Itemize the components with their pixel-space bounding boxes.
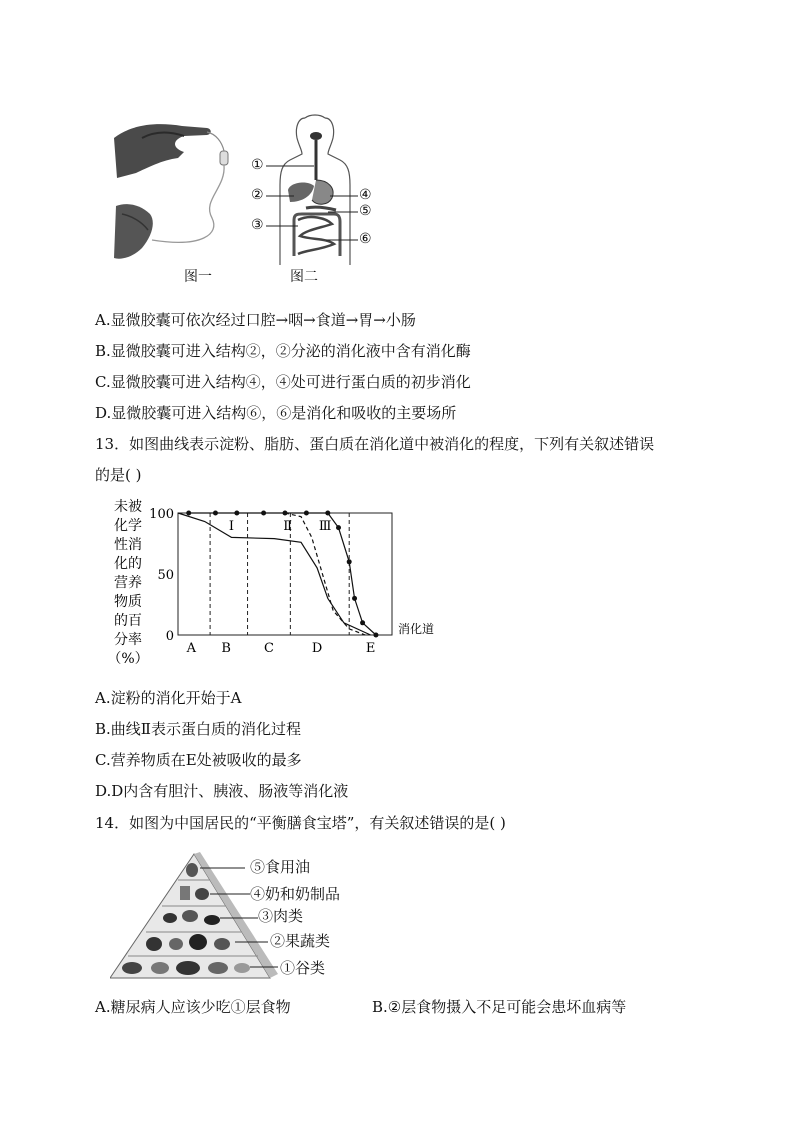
y-axis-label-line: 化学 bbox=[114, 518, 142, 534]
y-tick-label: 50 bbox=[157, 568, 174, 583]
y-axis-label-line: 营养 bbox=[114, 575, 142, 591]
q14-option-b: B.②层食物摄入不足可能会患坏血病等 bbox=[372, 998, 627, 1016]
q13-option-c: C.营养物质在E处被吸收的最多 bbox=[95, 751, 302, 769]
marker-6: ⑥ bbox=[359, 231, 372, 247]
series-point bbox=[360, 620, 365, 625]
series-point bbox=[325, 511, 330, 516]
series-point bbox=[347, 559, 352, 564]
marker-4: ④ bbox=[359, 187, 372, 203]
capsule-hand-figure bbox=[112, 118, 242, 263]
y-axis-label-line: 未被 bbox=[114, 499, 142, 515]
series-line-1 bbox=[178, 513, 371, 635]
y-axis-label-line: 化的 bbox=[114, 556, 142, 572]
y-tick-label: 0 bbox=[165, 629, 174, 644]
series-point bbox=[234, 511, 239, 516]
q12-option-b: B.显微胶囊可进入结构②，②分泌的消化液中含有消化酶 bbox=[95, 342, 471, 360]
x-category-label: D bbox=[311, 641, 323, 656]
q13-stem-line2: 的是( ) bbox=[95, 466, 142, 484]
pyramid-label-1: ①谷类 bbox=[280, 959, 326, 977]
q13-option-b: B.曲线Ⅱ表示蛋白质的消化过程 bbox=[95, 720, 301, 738]
series-point bbox=[261, 511, 266, 516]
region-label: Ⅲ bbox=[318, 519, 332, 535]
y-axis-label-line: 性消 bbox=[114, 537, 142, 553]
q12-option-a: A.显微胶囊可依次经过口腔→咽→食道→胃→小肠 bbox=[95, 311, 416, 329]
series-point bbox=[186, 511, 191, 516]
x-category-label: C bbox=[263, 641, 274, 656]
marker-5: ⑤ bbox=[359, 203, 372, 219]
digestion-chart bbox=[100, 495, 450, 675]
series-point bbox=[352, 596, 357, 601]
marker-3: ③ bbox=[251, 217, 264, 233]
series-point bbox=[283, 511, 288, 516]
q14-stem: 14．如图为中国居民的“平衡膳食宝塔”，有关叙述错误的是( ) bbox=[95, 814, 506, 832]
pyramid-label-2: ②果蔬类 bbox=[270, 932, 331, 950]
q12-option-c: C.显微胶囊可进入结构④，④处可进行蛋白质的初步消化 bbox=[95, 373, 471, 391]
figure1-caption: 图一 bbox=[184, 269, 212, 285]
q12-option-d: D.显微胶囊可进入结构⑥，⑥是消化和吸收的主要场所 bbox=[95, 404, 457, 422]
q14-option-a: A.糖尿病人应该少吃①层食物 bbox=[95, 998, 291, 1016]
y-axis-label-line: （%） bbox=[107, 651, 149, 667]
x-category-label: B bbox=[221, 641, 231, 656]
series-point bbox=[373, 633, 378, 638]
q13-stem-line1: 13．如图曲线表示淀粉、脂肪、蛋白质在消化道中被消化的程度，下列有关叙述错误 bbox=[95, 435, 655, 453]
y-axis-label-line: 物质 bbox=[114, 594, 142, 610]
y-tick-label: 100 bbox=[149, 507, 174, 522]
y-axis-label-line: 分率 bbox=[114, 632, 142, 648]
x-category-label: E bbox=[365, 641, 376, 656]
region-label: Ⅱ bbox=[283, 519, 293, 535]
series-point bbox=[213, 511, 218, 516]
marker-2: ② bbox=[251, 187, 264, 203]
pyramid-label-4: ④奶和奶制品 bbox=[250, 885, 341, 903]
q13-option-a: A.淀粉的消化开始于A bbox=[95, 689, 242, 707]
x-axis-label: 消化道 bbox=[398, 622, 435, 636]
region-label: Ⅰ bbox=[228, 519, 235, 535]
marker-1: ① bbox=[251, 157, 264, 173]
q13-option-d: D.D内含有胆汁、胰液、肠液等消化液 bbox=[95, 782, 349, 800]
series-point bbox=[336, 525, 341, 530]
x-category-label: A bbox=[186, 641, 197, 656]
pyramid-label-3: ③肉类 bbox=[258, 907, 304, 925]
pyramid-label-5: ⑤食用油 bbox=[250, 858, 311, 876]
series-point bbox=[304, 511, 309, 516]
y-axis-label-line: 的百 bbox=[114, 613, 142, 629]
figure2-caption: 图二 bbox=[290, 269, 318, 285]
